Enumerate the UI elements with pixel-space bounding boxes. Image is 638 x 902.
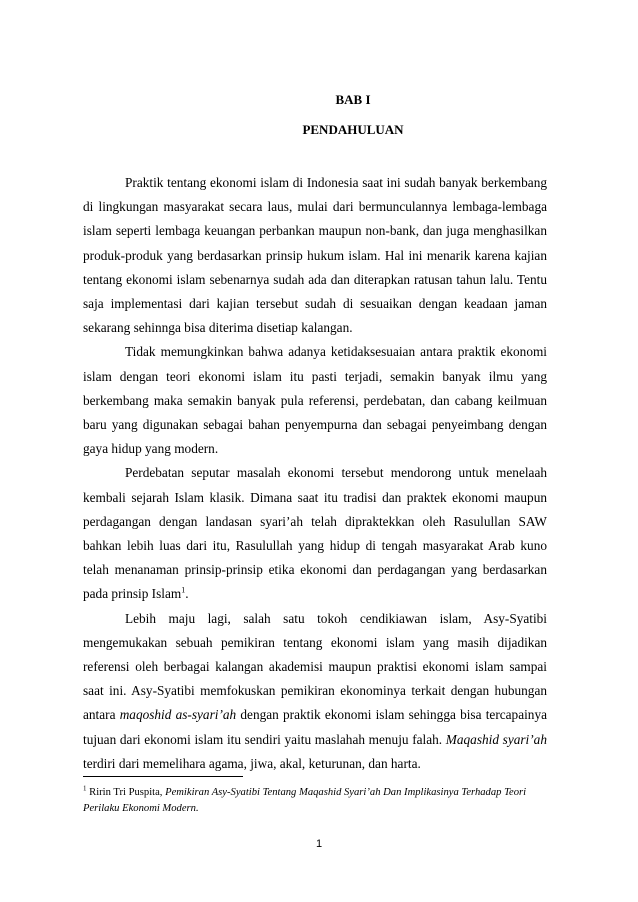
paragraph-3-text: Perdebatan seputar masalah ekonomi tersebut mendorong untuk menelaah kembali sejarah Islam klasik. Dimana saat itu tradisi dan praktek ekonomi maupun perdagangan dengan landasan syari’ah telah dipraktekkan oleh Rasulullan SAW bahkan lebih luas dari itu, Rasulullah yang hidup di tengah masyarakat Arab kuno telah menanaman prinsip-prinsip etika ekonomi dan perdagangan yang berdasarkan pada prinsip Islam	[83, 465, 547, 602]
paragraph-4	[83, 607, 547, 776]
paragraph-1: Praktik tentang ekonomi islam di Indonesia saat ini sudah banyak berkembang di lingkungan masyarakat secara laus, mulai dari bermunculannya lembaga-lembaga islam seperti lembaga keuangan perbankan maupun non-bank, dan juga menghasilkan produk-produk yang berdasarkan prinsip hukum islam. Hal ini menarik karena kajian tentang ekonomi islam sebenarnya sudah ada dan diterapkan ratusan tahun lalu. Tentu saja implementasi dari kajian tersebut sudah di sesuaikan dengan keadaan jaman sekarang sehinnga bisa diterima disetiap kalangan.	[83, 175, 547, 336]
paragraph-4-part-b: dengan praktik ekonomi islam sehingga bisa tercapainya tujuan dari ekonomi islam itu sendiri yaitu maslahah menuju falah.	[83, 707, 547, 747]
paragraph-3	[83, 461, 547, 606]
paragraph-4-part-a: Lebih maju lagi, salah satu tokoh cendikiawan islam, Asy-Syatibi mengemukakan sebuah pemikiran tentang ekonomi islam yang masih dijadikan referensi oleh berbagai kalangan akademisi maupun praktisi ekonomi islam sampai saat ini. Asy-Syatibi memfokuskan pemikiran ekonominya terkait dengan hubungan antara	[83, 610, 547, 723]
chapter-number: BAB I	[335, 92, 371, 107]
footnote-title: Pemikiran Asy-Syatibi Tentang Maqashid Syari’ah Dan Implikasinya Terhadap Teori Perilaku Ekonomi Modern.	[83, 787, 527, 814]
footnote-reference: 1	[181, 586, 186, 596]
paragraph-3-end: .	[185, 586, 189, 602]
paragraph-2: Tidak memungkinkan bahwa adanya ketidaksesuaian antara praktik ekonomi islam dengan teori ekonomi islam itu pasti terjadi, semakin banyak ilmu yang berkembang maka semakin banyak pula referensi, perdebatan, dan cabang keilmuan baru yang digunakan sebagai bahan penyempurna dan sebagai penyeimbang dengan gaya hidup yang modern.	[83, 344, 547, 457]
term-maqoshid: maqoshid as-syari’ah	[119, 707, 237, 723]
chapter-title: PENDAHULUAN	[302, 122, 404, 137]
body-text	[83, 171, 547, 776]
paragraph-4-part-c: terdiri dari memelihara agama, jiwa, akal, keturunan, dan harta.	[83, 755, 421, 771]
page-number: 1	[315, 838, 323, 850]
footnote-author: Ririn Tri Puspita,	[86, 787, 166, 798]
footnote-divider	[83, 776, 243, 777]
footnote	[83, 785, 553, 817]
footnote-number: 1	[83, 784, 87, 793]
term-maqashid: Maqashid syari’ah	[445, 731, 547, 747]
